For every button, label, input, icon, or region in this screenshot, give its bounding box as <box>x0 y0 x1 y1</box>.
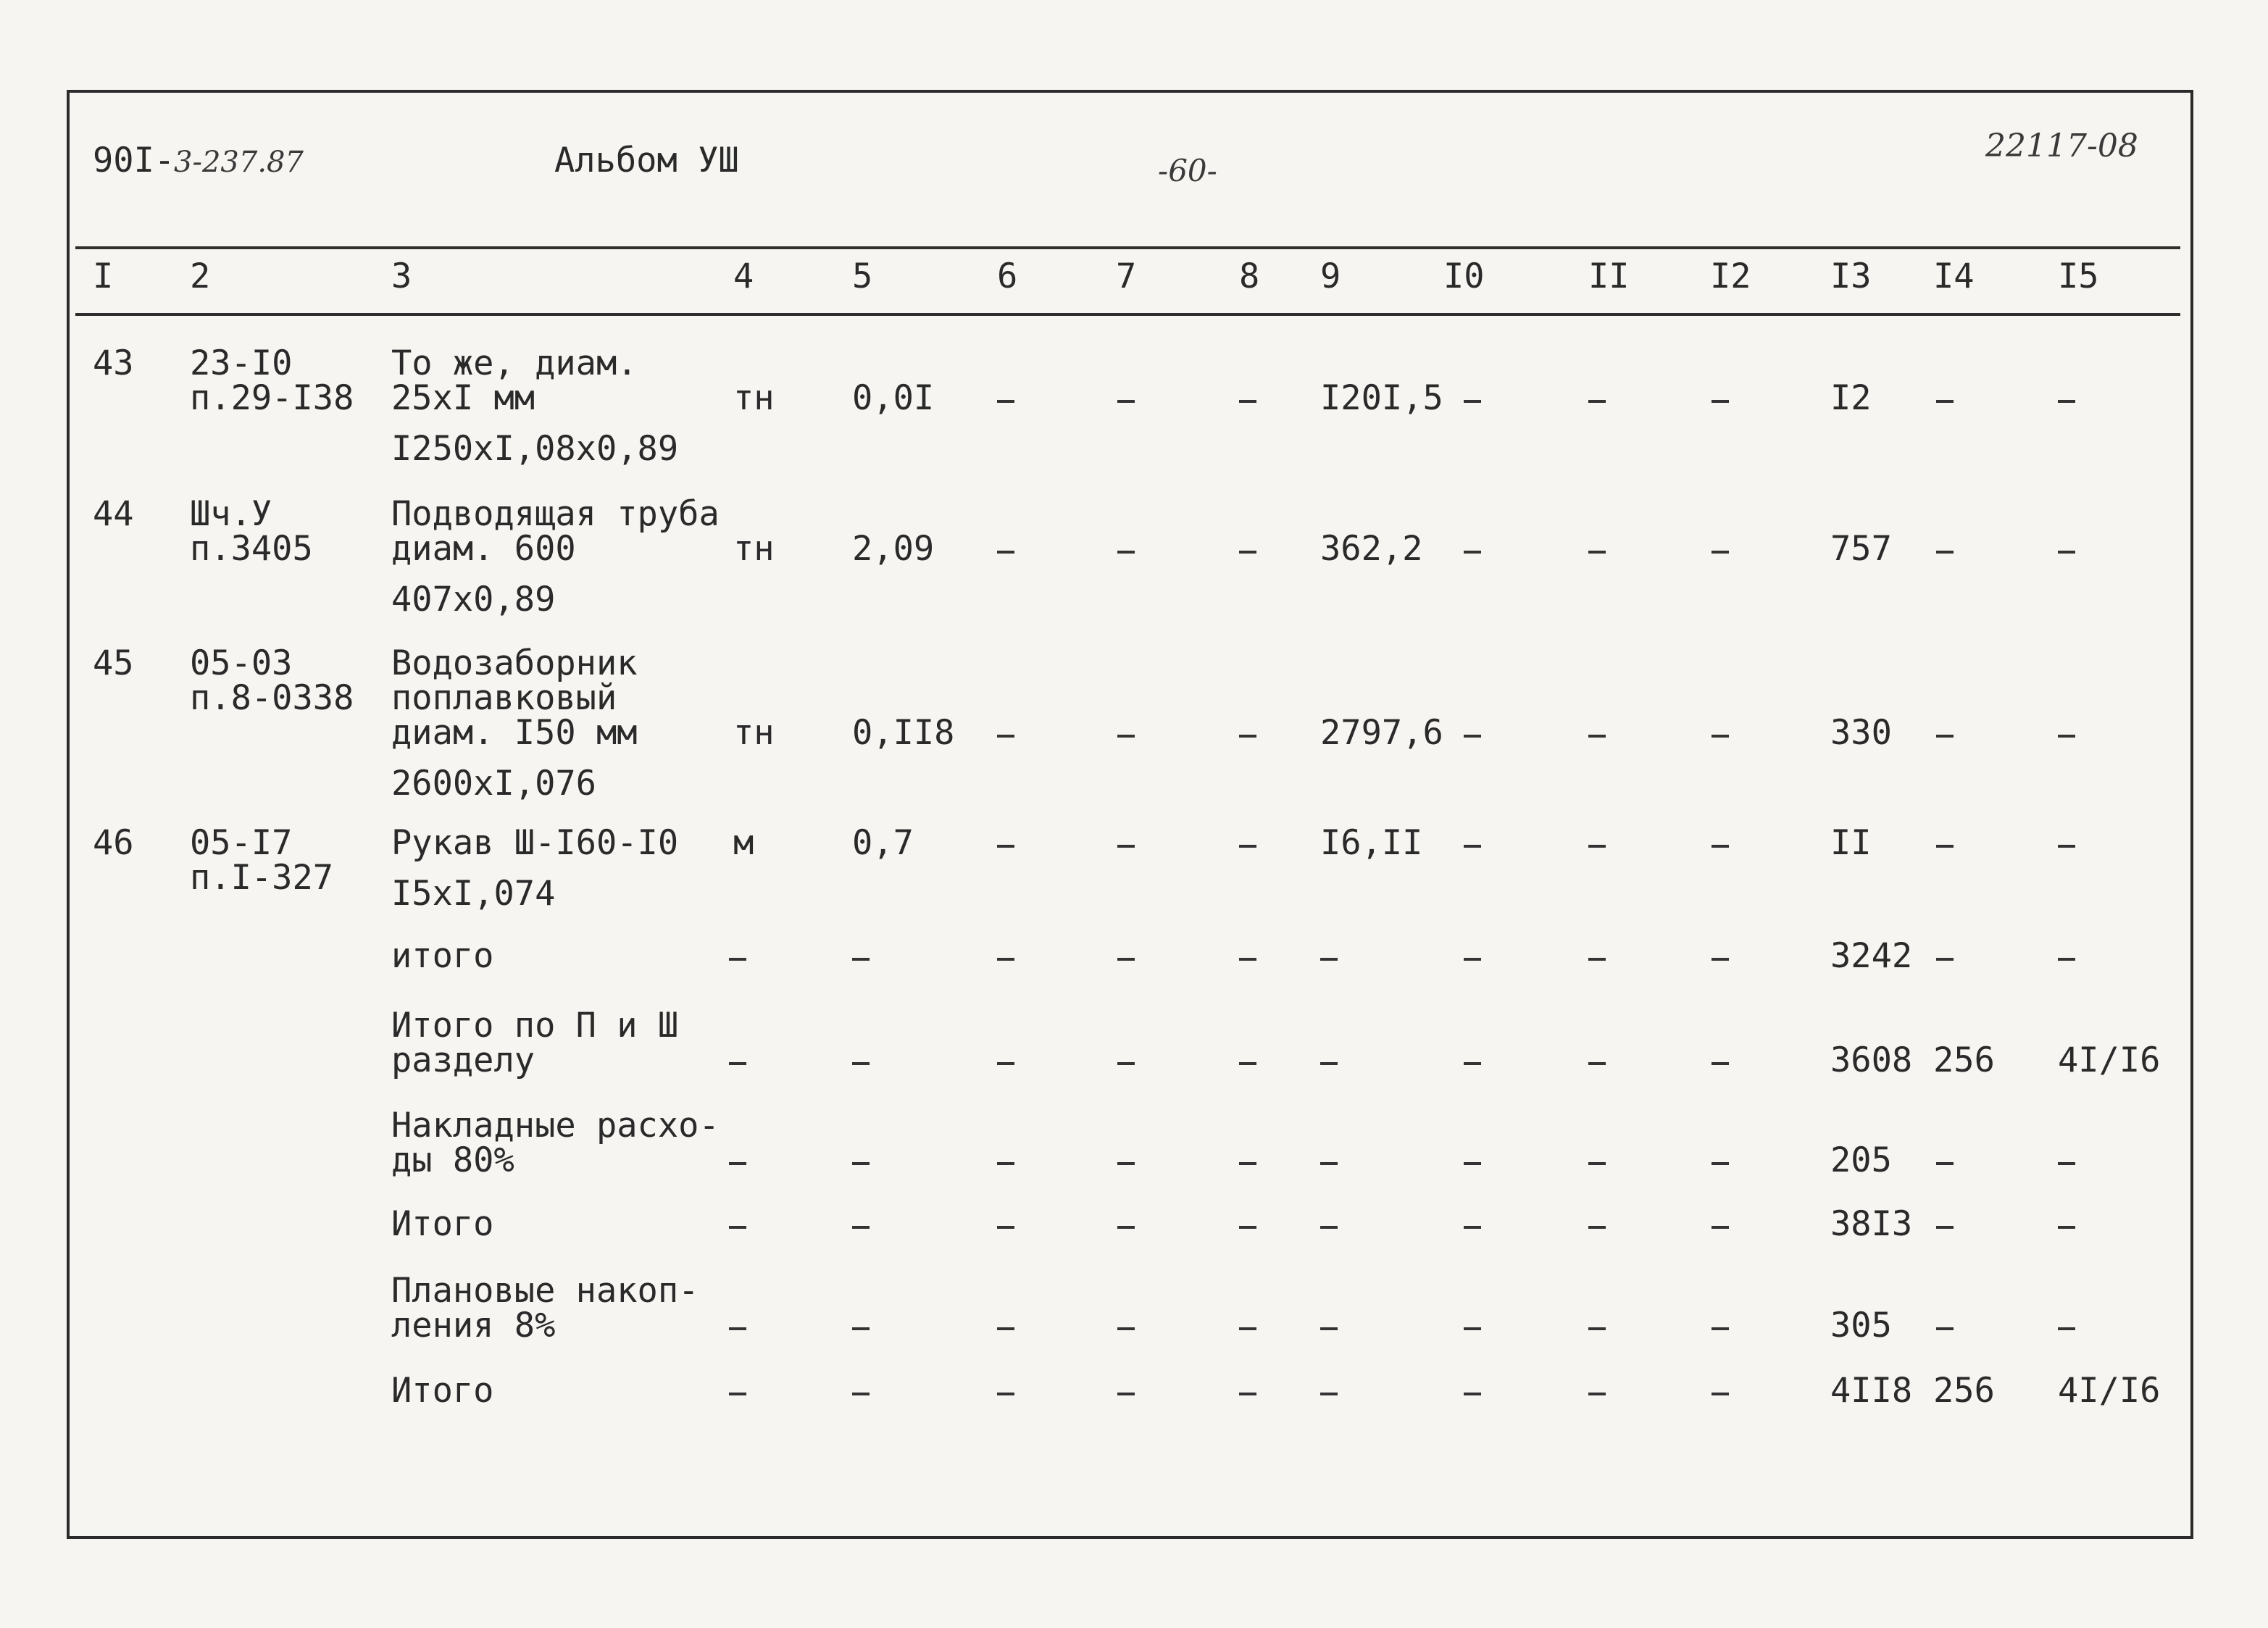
column-header-12: I2 <box>1710 256 1751 296</box>
empty-cell-dash <box>2058 400 2075 403</box>
empty-cell-dash <box>1588 1393 1606 1395</box>
price-reference: п.8-0338 <box>190 678 354 718</box>
empty-cell-dash <box>1320 1327 1338 1330</box>
summary-label-line: Накладные расхо- <box>391 1106 720 1145</box>
empty-cell-dash <box>1936 958 1954 961</box>
row-number: 44 <box>93 494 134 534</box>
empty-cell-dash <box>1464 1393 1481 1395</box>
summary-col14-value: 256 <box>1933 1371 1995 1411</box>
empty-cell-dash <box>997 1226 1014 1229</box>
empty-cell-dash <box>997 1162 1014 1165</box>
item-description-line: Подводящая труба <box>391 494 720 534</box>
empty-cell-dash <box>729 958 746 961</box>
empty-cell-dash <box>1712 1162 1729 1165</box>
empty-cell-dash <box>1117 1062 1135 1065</box>
empty-cell-dash <box>729 1162 746 1165</box>
summary-cost-value: 3242 <box>1830 936 1913 976</box>
empty-cell-dash <box>2058 1162 2075 1165</box>
unit-price-value: 2797,6 <box>1320 713 1443 753</box>
total-cost-value: 330 <box>1830 713 1892 753</box>
summary-label-line: Итого <box>391 1371 494 1411</box>
item-description-line: диам. I50 мм <box>391 713 638 753</box>
summary-label-line: Итого <box>391 1204 494 1244</box>
price-reference: 05-I7 <box>190 823 293 863</box>
unit-of-measure: тн <box>733 378 775 418</box>
row-number: 45 <box>93 643 134 683</box>
column-header-7: 7 <box>1116 256 1137 296</box>
empty-cell-dash <box>729 1327 746 1330</box>
item-description-line: То же, диам. <box>391 343 638 383</box>
empty-cell-dash <box>2058 551 2075 554</box>
empty-cell-dash <box>997 958 1014 961</box>
summary-cost-value: 38I3 <box>1830 1204 1913 1244</box>
page-number: -60- <box>1158 153 1217 188</box>
price-reference: 05-03 <box>190 643 293 683</box>
document-stamp-number: 22117-08 <box>1985 128 2138 164</box>
summary-cost-value: 305 <box>1830 1306 1892 1345</box>
empty-cell-dash <box>1588 845 1606 848</box>
summary-label-line: итого <box>391 936 494 976</box>
empty-cell-dash <box>997 400 1014 403</box>
empty-cell-dash <box>1239 845 1256 848</box>
item-description-line: диам. 600 <box>391 529 576 569</box>
summary-cost-value: 205 <box>1830 1140 1892 1180</box>
row-number: 46 <box>93 823 134 863</box>
empty-cell-dash <box>997 1393 1014 1395</box>
empty-cell-dash <box>729 1062 746 1065</box>
empty-cell-dash <box>1239 1393 1256 1395</box>
empty-cell-dash <box>1588 551 1606 554</box>
empty-cell-dash <box>997 845 1014 848</box>
price-reference: 23-I0 <box>190 343 293 383</box>
empty-cell-dash <box>2058 1327 2075 1330</box>
empty-cell-dash <box>1117 1393 1135 1395</box>
quantity-value: 2,09 <box>852 529 935 569</box>
empty-cell-dash <box>852 1162 870 1165</box>
item-description-line: 2600xI,076 <box>391 764 596 803</box>
empty-cell-dash <box>1936 735 1954 738</box>
empty-cell-dash <box>2058 1226 2075 1229</box>
empty-cell-dash <box>2058 958 2075 961</box>
empty-cell-dash <box>1117 400 1135 403</box>
summary-label-line: ды 80% <box>391 1140 514 1180</box>
summary-label-line: Плановые накоп- <box>391 1271 699 1311</box>
empty-cell-dash <box>997 735 1014 738</box>
doc-code: 90I- <box>93 141 175 180</box>
empty-cell-dash <box>852 1393 870 1395</box>
empty-cell-dash <box>1712 551 1729 554</box>
summary-cost-value: 3608 <box>1830 1040 1913 1080</box>
column-header-15: I5 <box>2058 256 2099 296</box>
empty-cell-dash <box>1117 958 1135 961</box>
empty-cell-dash <box>1464 400 1481 403</box>
summary-col14-value: 256 <box>1933 1040 1995 1080</box>
empty-cell-dash <box>1464 1062 1481 1065</box>
empty-cell-dash <box>1239 1327 1256 1330</box>
empty-cell-dash <box>1936 1162 1954 1165</box>
empty-cell-dash <box>1588 1327 1606 1330</box>
column-header-11: II <box>1588 256 1630 296</box>
total-cost-value: 757 <box>1830 529 1892 569</box>
empty-cell-dash <box>1588 400 1606 403</box>
empty-cell-dash <box>1239 400 1256 403</box>
item-description-line: поплавковый <box>391 678 617 718</box>
header-rule-top <box>75 246 2180 249</box>
empty-cell-dash <box>1320 1162 1338 1165</box>
price-reference: п.I-327 <box>190 858 334 898</box>
price-reference: п.3405 <box>190 529 313 569</box>
empty-cell-dash <box>1117 735 1135 738</box>
empty-cell-dash <box>1464 551 1481 554</box>
empty-cell-dash <box>1239 1226 1256 1229</box>
empty-cell-dash <box>997 1327 1014 1330</box>
empty-cell-dash <box>1712 1226 1729 1229</box>
empty-cell-dash <box>1712 958 1729 961</box>
header-rule-bottom <box>75 313 2180 316</box>
empty-cell-dash <box>1712 1393 1729 1395</box>
empty-cell-dash <box>852 958 870 961</box>
empty-cell-dash <box>1464 1327 1481 1330</box>
total-cost-value: I2 <box>1830 378 1872 418</box>
item-description-line: I250xI,08x0,89 <box>391 429 679 469</box>
price-reference: Шч.У <box>190 494 272 534</box>
empty-cell-dash <box>1464 958 1481 961</box>
summary-col15-value: 4I/I6 <box>2058 1371 2161 1411</box>
empty-cell-dash <box>2058 735 2075 738</box>
empty-cell-dash <box>2058 845 2075 848</box>
empty-cell-dash <box>1588 958 1606 961</box>
empty-cell-dash <box>729 1226 746 1229</box>
empty-cell-dash <box>997 551 1014 554</box>
column-header-8: 8 <box>1239 256 1260 296</box>
album-title: Альбом УШ <box>554 141 739 180</box>
empty-cell-dash <box>729 1393 746 1395</box>
empty-cell-dash <box>1320 1062 1338 1065</box>
empty-cell-dash <box>1712 1062 1729 1065</box>
empty-cell-dash <box>1712 400 1729 403</box>
empty-cell-dash <box>997 1062 1014 1065</box>
unit-price-value: 362,2 <box>1320 529 1423 569</box>
column-header-5: 5 <box>852 256 873 296</box>
empty-cell-dash <box>1117 1327 1135 1330</box>
empty-cell-dash <box>1936 551 1954 554</box>
empty-cell-dash <box>1464 735 1481 738</box>
empty-cell-dash <box>1320 958 1338 961</box>
unit-of-measure: тн <box>733 713 775 753</box>
column-header-14: I4 <box>1933 256 1975 296</box>
empty-cell-dash <box>852 1062 870 1065</box>
summary-label-line: разделу <box>391 1040 535 1080</box>
empty-cell-dash <box>1588 1226 1606 1229</box>
empty-cell-dash <box>1936 845 1954 848</box>
quantity-value: 0,II8 <box>852 713 955 753</box>
price-reference: п.29-I38 <box>190 378 354 418</box>
empty-cell-dash <box>1588 1162 1606 1165</box>
empty-cell-dash <box>1117 1226 1135 1229</box>
item-description-line: 407x0,89 <box>391 580 556 619</box>
empty-cell-dash <box>1239 1062 1256 1065</box>
unit-price-value: I6,II <box>1320 823 1423 863</box>
empty-cell-dash <box>1239 735 1256 738</box>
row-number: 43 <box>93 343 134 383</box>
item-description-line: I5xI,074 <box>391 874 556 914</box>
empty-cell-dash <box>1712 1327 1729 1330</box>
unit-of-measure: тн <box>733 529 775 569</box>
empty-cell-dash <box>1117 1162 1135 1165</box>
empty-cell-dash <box>1936 400 1954 403</box>
empty-cell-dash <box>1712 735 1729 738</box>
empty-cell-dash <box>1464 1162 1481 1165</box>
empty-cell-dash <box>1239 551 1256 554</box>
summary-col15-value: 4I/I6 <box>2058 1040 2161 1080</box>
empty-cell-dash <box>1712 845 1729 848</box>
empty-cell-dash <box>1464 1226 1481 1229</box>
column-header-4: 4 <box>733 256 754 296</box>
empty-cell-dash <box>1320 1393 1338 1395</box>
empty-cell-dash <box>1588 735 1606 738</box>
summary-cost-value: 4II8 <box>1830 1371 1913 1411</box>
empty-cell-dash <box>1239 958 1256 961</box>
empty-cell-dash <box>852 1226 870 1229</box>
empty-cell-dash <box>1239 1162 1256 1165</box>
total-cost-value: II <box>1830 823 1872 863</box>
column-header-6: 6 <box>997 256 1018 296</box>
item-description-line: 25xI мм <box>391 378 535 418</box>
column-header-13: I3 <box>1830 256 1872 296</box>
unit-price-value: I20I,5 <box>1320 378 1443 418</box>
column-header-9: 9 <box>1320 256 1341 296</box>
empty-cell-dash <box>1464 845 1481 848</box>
item-description-line: Рукав Ш-I60-I0 <box>391 823 679 863</box>
column-header-10: I0 <box>1443 256 1485 296</box>
column-header-3: 3 <box>391 256 412 296</box>
column-header-1: I <box>93 256 114 296</box>
doc-code-handwritten: 3-237.87 <box>174 146 304 179</box>
quantity-value: 0,0I <box>852 378 935 418</box>
empty-cell-dash <box>1588 1062 1606 1065</box>
empty-cell-dash <box>1936 1226 1954 1229</box>
item-description-line: Водозаборник <box>391 643 638 683</box>
summary-label-line: Итого по П и Ш <box>391 1006 679 1045</box>
quantity-value: 0,7 <box>852 823 914 863</box>
empty-cell-dash <box>1117 845 1135 848</box>
empty-cell-dash <box>852 1327 870 1330</box>
column-header-2: 2 <box>190 256 211 296</box>
empty-cell-dash <box>1936 1327 1954 1330</box>
unit-of-measure: м <box>733 823 754 863</box>
summary-label-line: ления 8% <box>391 1306 556 1345</box>
empty-cell-dash <box>1117 551 1135 554</box>
empty-cell-dash <box>1320 1226 1338 1229</box>
